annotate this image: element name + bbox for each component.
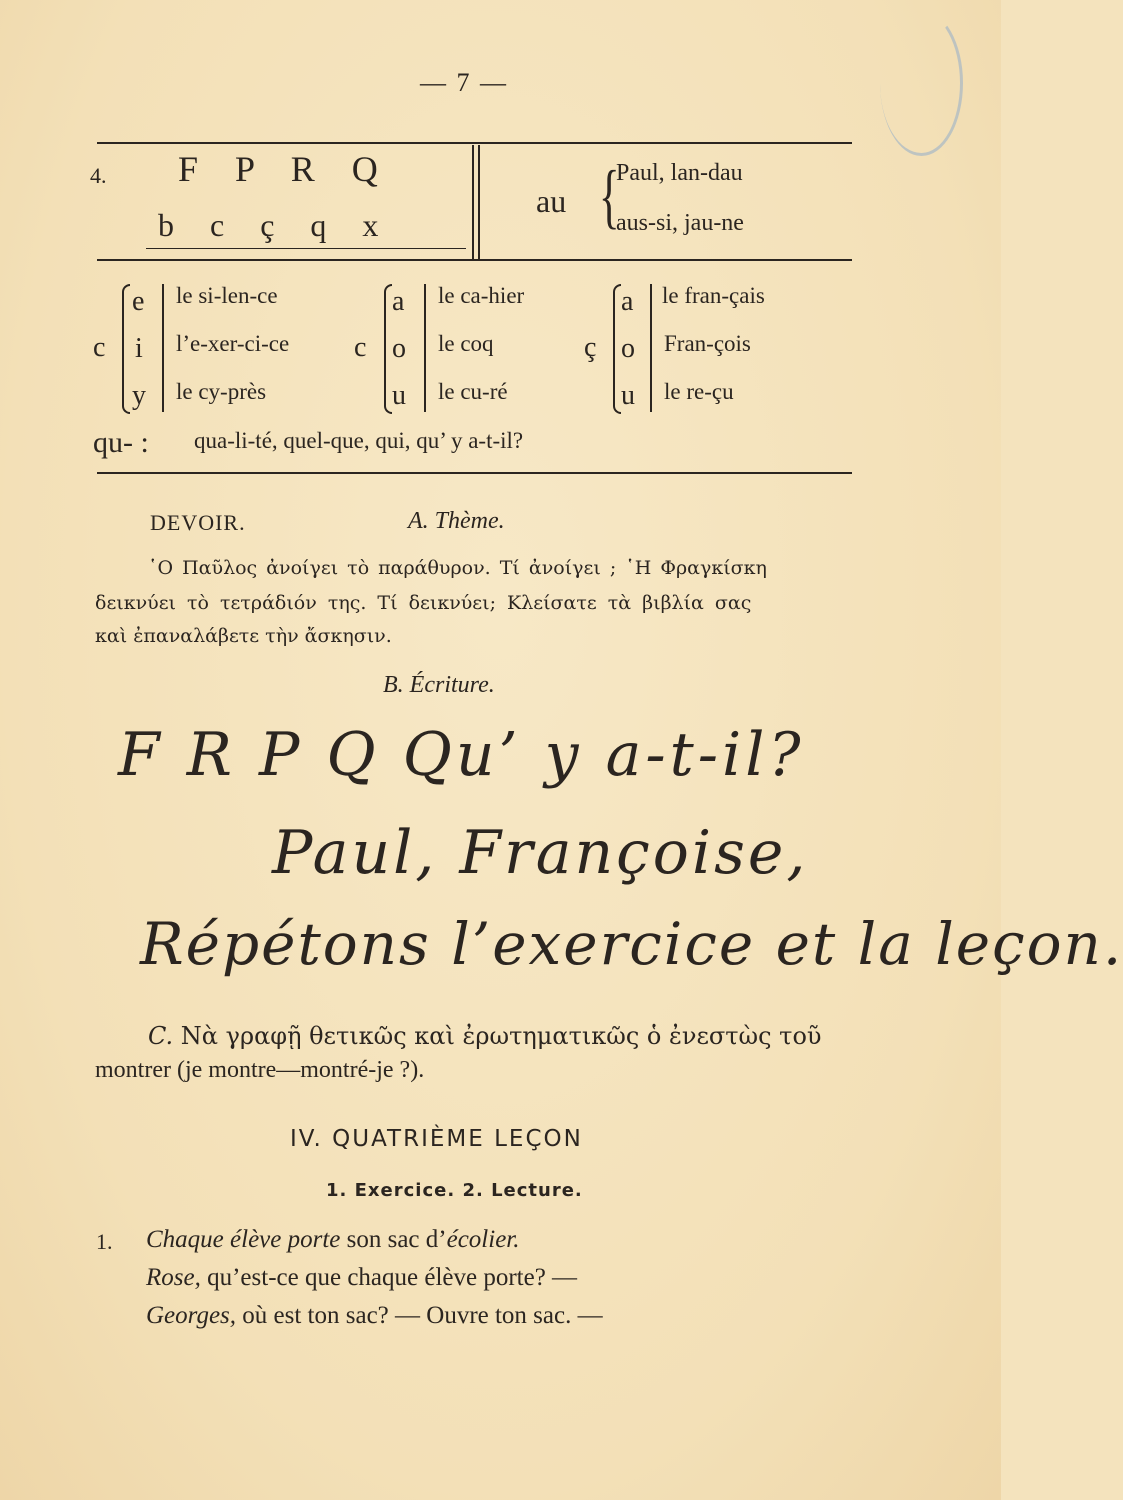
word-cahier: le ca-hier: [438, 283, 525, 308]
word-recu: le re-çu: [664, 379, 734, 404]
c-label-2: c: [354, 332, 367, 363]
exercise-italic: Chaque élève porte: [146, 1226, 341, 1253]
qu-examples: qua-li-té, quel-que, qui, qu’ y a-t-il?: [194, 428, 524, 453]
capital-letters: F P R Q: [178, 149, 392, 189]
greek-line-2: δεικνύει τὸ τετράδιόν της. Τί δεικνύει; Κλείσατε τὰ βιβλία σας: [95, 592, 752, 614]
c-label-1: c: [93, 332, 106, 363]
exercise-line-2: [146, 1264, 577, 1292]
word-exercice: l’e-xer-ci-ce: [176, 331, 290, 356]
section4-bottom-rule: [97, 259, 852, 261]
vowel-y: y: [132, 380, 146, 411]
task-c-label: C.: [148, 1022, 174, 1050]
letters-underline: [146, 248, 466, 249]
lower-letters: b c ç q x: [158, 207, 393, 243]
exercise-text: qu’est-ce que chaque élève porte? —: [200, 1264, 578, 1291]
au-example-1: Paul, lan-dau: [616, 160, 743, 186]
lesson-heading: IV. QUATRIÈME LEÇON: [290, 1126, 583, 1152]
brace-bracket: [122, 284, 130, 414]
table-bottom-rule: [97, 472, 852, 474]
column-divider-left: [472, 145, 474, 260]
vowel-e: e: [132, 286, 145, 317]
word-francais: le fran-çais: [662, 283, 765, 308]
script-line-2: Paul, Françoise,: [272, 818, 809, 888]
top-rule: [97, 142, 852, 144]
word-cure: le cu-ré: [438, 379, 508, 404]
vowel-o: o: [621, 333, 635, 364]
section-number: 4.: [90, 163, 107, 188]
vowel-divider: [162, 284, 164, 412]
brace-bracket: [613, 284, 621, 414]
vowel-a: a: [621, 286, 634, 317]
lesson-subheading: 1. Exercice. 2. Lecture.: [326, 1180, 583, 1201]
exercise-italic: écolier.: [446, 1226, 520, 1253]
stain-mark-icon: [880, 10, 963, 156]
speaker-name: Georges,: [146, 1302, 237, 1329]
task-c-line-1: [148, 1022, 822, 1050]
exercise-text: où est ton sac? — Ouvre ton sac. —: [236, 1302, 603, 1329]
vowel-u: u: [621, 380, 635, 411]
devoir-heading: DEVOIR.: [150, 510, 246, 535]
greek-line-1: ῾Ο Παῦλος ἀνοίγει τὸ παράθυρον. Τί ἀνοίγει ; ῾Η Φραγκίσκη: [148, 557, 767, 579]
exercise-line-3: [146, 1302, 603, 1330]
exercise-text: son sac d’: [340, 1226, 447, 1253]
vowel-o: o: [392, 333, 406, 364]
vowel-u: u: [392, 380, 406, 411]
brace-symbol: {: [598, 156, 620, 236]
ecriture-heading: B. Écriture.: [383, 672, 495, 698]
c-cedilla-label: ç: [584, 332, 597, 363]
page-number: — 7 —: [420, 68, 508, 97]
qu-label: qu- :: [93, 426, 149, 459]
script-line-1: F R P Q Qu’ y a-t-il?: [118, 720, 805, 790]
column-divider-right: [478, 145, 480, 260]
vowel-divider: [424, 284, 426, 412]
vowel-i: i: [135, 333, 143, 364]
word-silence: le si-len-ce: [176, 283, 278, 308]
greek-line-3: καὶ ἐπαναλάβετε τὴν ἄσκησιν.: [95, 625, 392, 647]
vowel-a: a: [392, 286, 405, 317]
theme-heading: A. Thème.: [408, 508, 505, 534]
exercise-number: 1.: [96, 1229, 113, 1254]
au-label: au: [536, 183, 567, 219]
word-francois: Fran-çois: [664, 331, 751, 356]
speaker-name: Rose,: [146, 1264, 201, 1291]
brace-bracket: [384, 284, 392, 414]
au-example-2: aus-si, jau-ne: [616, 210, 744, 236]
word-coq: le coq: [438, 331, 494, 356]
exercise-line-1: [146, 1226, 520, 1254]
task-c-line-2: montrer (je montre—montré-je ?).: [95, 1057, 425, 1083]
vowel-divider: [650, 284, 652, 412]
script-line-3: Répétons l’exercice et la leçon.: [140, 910, 1123, 978]
task-c-text: Νὰ γραφῇ θετικῶς καὶ ἐρωτηματικῶς ὁ ἐνεστὼς τοῦ: [180, 1022, 822, 1050]
word-cypres: le cy-près: [176, 379, 267, 404]
